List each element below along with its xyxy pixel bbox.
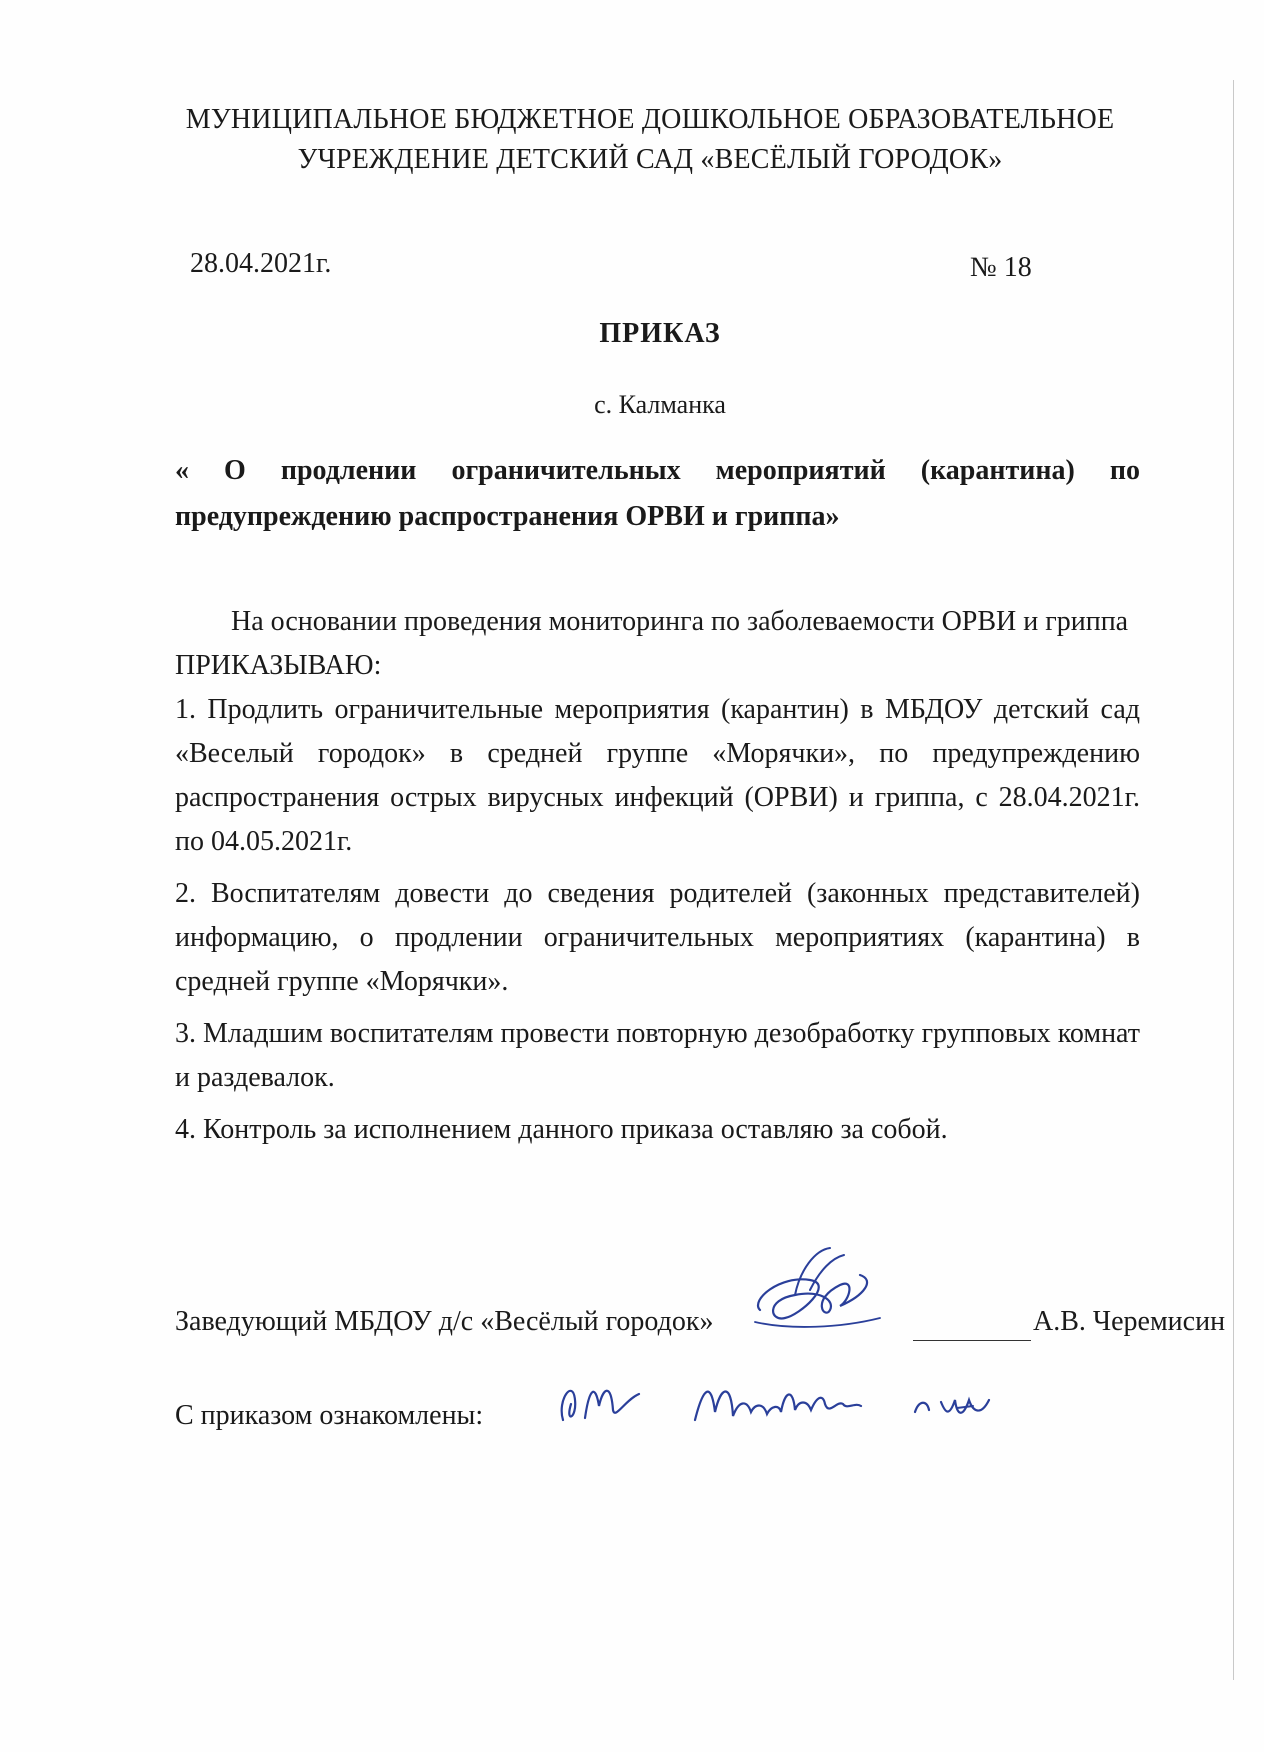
signer-position: Заведующий МБДОУ д/с «Весёлый городок»	[175, 1306, 714, 1337]
acknowledgement-handwriting-image	[545, 1360, 1125, 1450]
signature-row	[175, 1306, 1226, 1366]
order-word: ПРИКАЗЫВАЮ:	[175, 650, 382, 681]
acknowledgement-label: С приказом ознакомлены:	[175, 1400, 484, 1431]
order-item-2: 2. Воспитателям довести до сведения родителей (законных представителей) информацию, о продлении ограничительных мероприятиях (карантина) в средней группе «Морячки».	[175, 878, 1140, 997]
subject-line-2: предупреждению распространения ОРВИ и гриппа»	[175, 501, 840, 532]
document-place: с. Калманка	[594, 390, 726, 419]
signature-line	[913, 1340, 1031, 1341]
order-item-3: 3. Младшим воспитателям провести повторную дезобработку групповых комнат и раздевалок.	[175, 1018, 1140, 1093]
order-body	[175, 600, 1140, 1152]
basis-paragraph: На основании проведения мониторинга по заболеваемости ОРВИ и гриппа	[231, 606, 1129, 637]
order-item-4: 4. Контроль за исполнением данного приказа оставляю за собой.	[175, 1114, 948, 1145]
signer-name: А.В. Черемисин	[1033, 1306, 1226, 1337]
organization-header	[150, 100, 1150, 180]
subject-line-1: « О продлении ограничительных мероприятий (карантина) по	[175, 455, 1140, 486]
order-number: № 18	[970, 252, 1032, 283]
order-item-1: 1. Продлить ограничительные мероприятия (карантин) в МБДОУ детский сад «Веселый городок» в средней группе «Морячки», по предупреждению распространения острых вирусных инфекций (ОРВИ) и гриппа, с 28.04.2021г. по 04.05.2021г.	[175, 694, 1140, 857]
order-date: 28.04.2021г.	[190, 248, 332, 279]
organization-line-1: МУНИЦИПАЛЬНОЕ БЮДЖЕТНОЕ ДОШКОЛЬНОЕ ОБРАЗОВАТЕЛЬНОЕ	[185, 104, 1115, 135]
organization-line-2: УЧРЕЖДЕНИЕ ДЕТСКИЙ САД «ВЕСЁЛЫЙ ГОРОДОК»	[297, 144, 1003, 175]
order-subject	[175, 448, 1140, 540]
document-title: ПРИКАЗ	[599, 318, 721, 349]
